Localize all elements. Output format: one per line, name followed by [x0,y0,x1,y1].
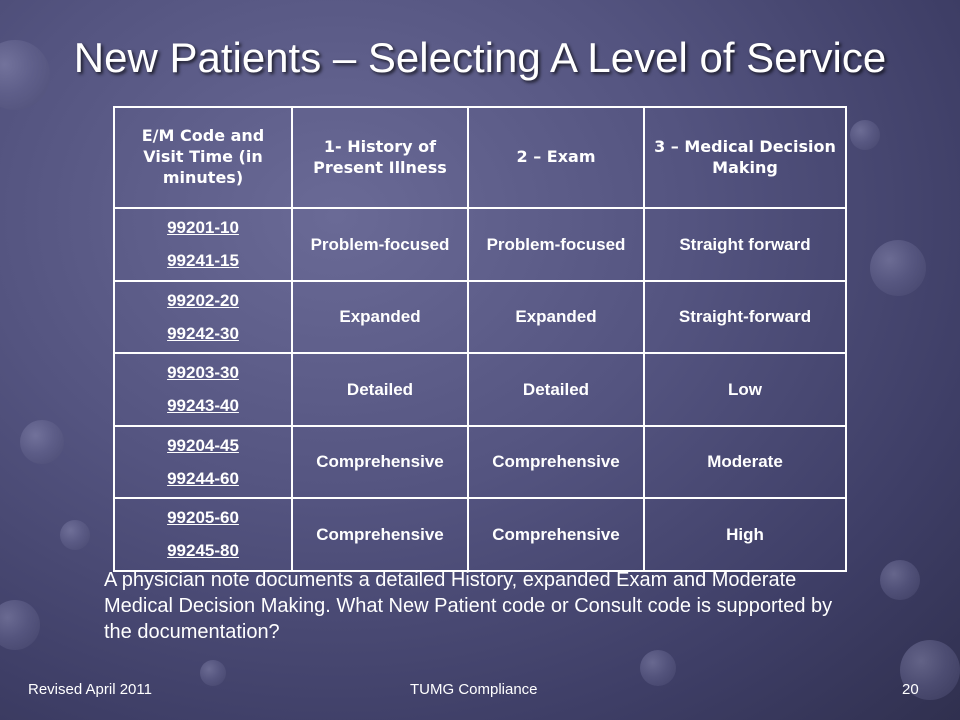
em-code-cell [114,281,292,354]
em-code: 99243-40 [167,396,239,416]
mdm-cell: Straight forward [644,208,846,281]
decor-dot [640,650,676,686]
mdm-cell: Straight-forward [644,281,846,354]
history-cell: Comprehensive [292,498,468,571]
decor-dot [60,520,90,550]
question-text: A physician note documents a detailed History, expanded Exam and Moderate Medical Decision Making. What New Patient code or Consult code is supported by the documentation? [104,569,833,643]
history-cell: Comprehensive [292,426,468,499]
footer-organization: TUMG Compliance [410,681,538,698]
em-code: 99205-60 [167,508,239,527]
decor-dot [850,120,880,150]
footer-revised-date: Revised April 2011 [28,681,152,698]
decor-dot [20,420,64,464]
exam-cell: Comprehensive [468,426,644,499]
decor-dot [0,600,40,650]
mdm-cell: Low [644,353,846,426]
em-code-table [113,106,847,572]
em-code: 99202-20 [167,290,239,310]
history-cell: Expanded [292,281,468,354]
history-cell: Detailed [292,353,468,426]
footer-page-number: 20 [902,681,919,698]
header-mdm: 3 – Medical Decision Making [644,107,846,208]
exam-cell: Expanded [468,281,644,354]
header-em-code: E/M Code and Visit Time (in minutes) [114,107,292,208]
table-row [114,281,846,354]
exam-cell: Detailed [468,353,644,426]
em-code: 99203-30 [167,363,239,382]
table-row [114,208,846,281]
mdm-cell: High [644,498,846,571]
table-header-row [114,107,846,208]
slide-title: New Patients – Selecting A Level of Service [73,34,887,81]
history-cell: Problem-focused [292,208,468,281]
em-code: 99204-45 [167,435,239,455]
exam-cell: Problem-focused [468,208,644,281]
exam-cell: Comprehensive [468,498,644,571]
em-code: 99244-60 [167,468,239,488]
em-code-cell [114,426,292,499]
em-code-cell [114,353,292,426]
table-row [114,426,846,499]
em-code: 99241-15 [167,251,239,271]
table-row [114,353,846,426]
em-code-cell [114,208,292,281]
table-row [114,498,846,571]
header-exam: 2 – Exam [468,107,644,208]
decor-dot [880,560,920,600]
decor-dot [870,240,926,296]
em-code: 99245-80 [167,541,239,561]
decor-dot [200,660,226,686]
em-code-cell [114,498,292,571]
em-code: 99201-10 [167,218,239,237]
mdm-cell: Moderate [644,426,846,499]
header-history: 1- History of Present Illness [292,107,468,208]
em-code: 99242-30 [167,323,239,343]
